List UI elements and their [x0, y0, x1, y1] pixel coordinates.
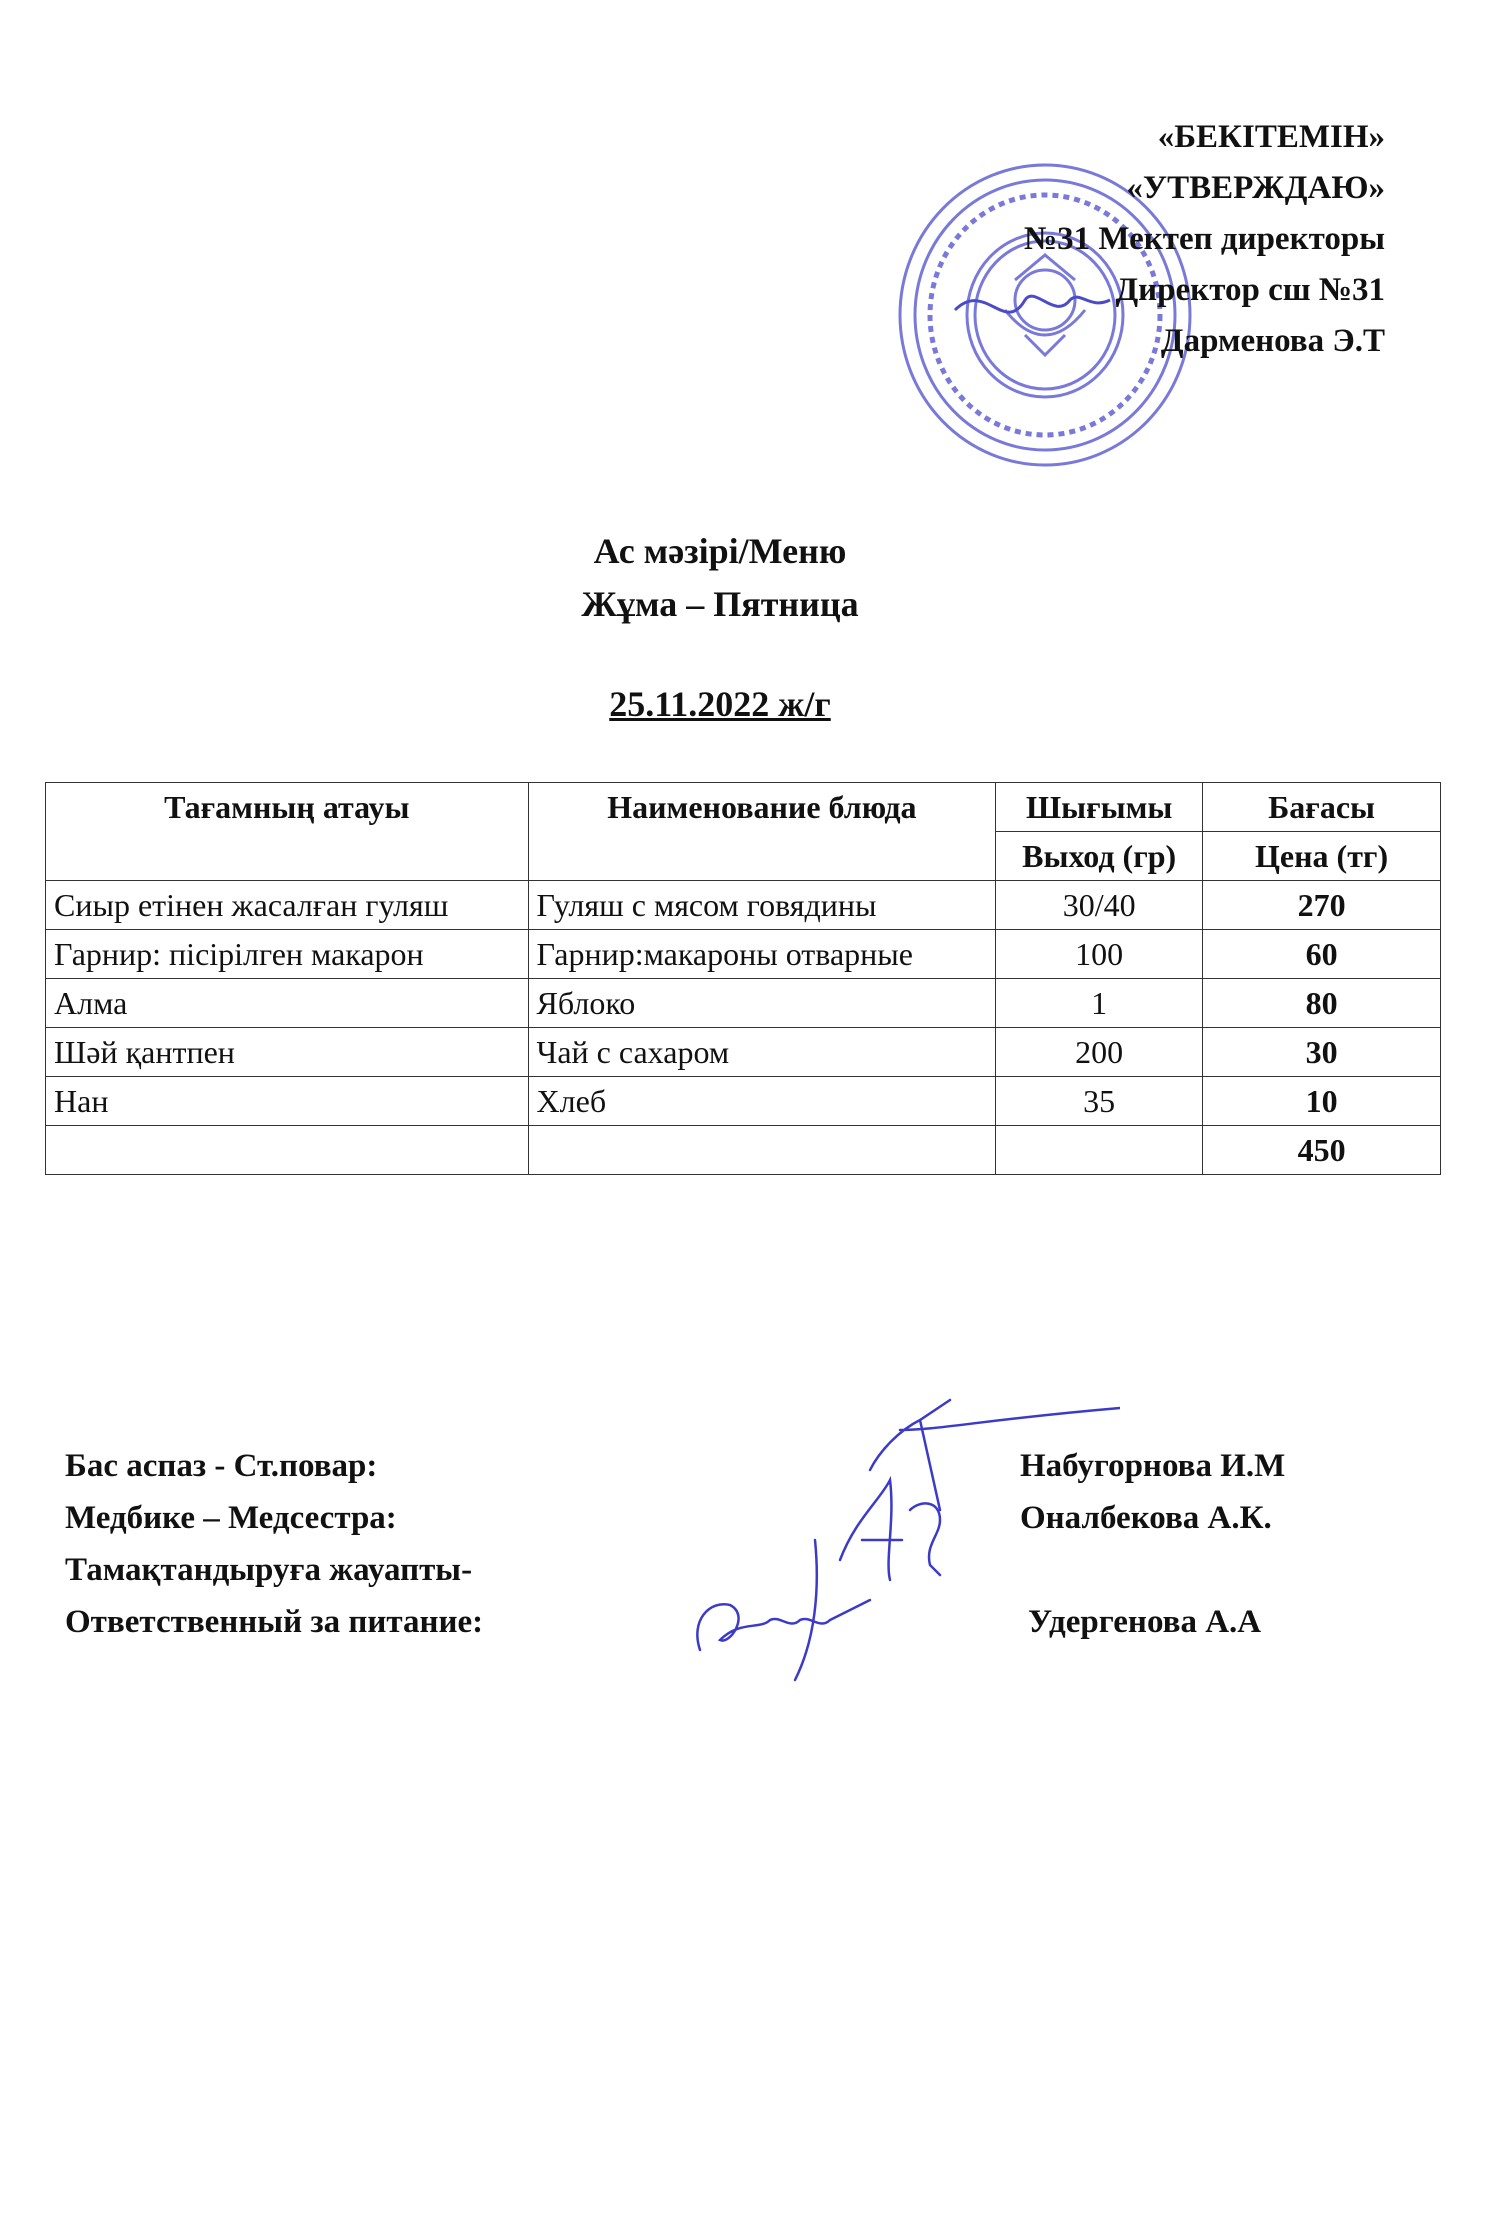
dish-yield: 200	[996, 1028, 1203, 1077]
menu-date: 25.11.2022 ж/г	[609, 684, 831, 724]
nurse-name: Оналбекова А.К.	[1020, 1500, 1272, 1536]
dish-price: 10	[1203, 1077, 1441, 1126]
approval-block	[1024, 112, 1385, 367]
dish-name-kz: Алма	[46, 979, 529, 1028]
dish-name-ru: Гарнир:макароны отварные	[528, 930, 996, 979]
total-price: 450	[1203, 1126, 1441, 1175]
dish-yield: 100	[996, 930, 1203, 979]
dish-name-ru: Яблоко	[528, 979, 996, 1028]
responsible-name: Удергенова А.А	[1028, 1604, 1262, 1640]
dish-name-kz: Сиыр етінен жасалған гуляш	[46, 881, 529, 930]
dish-name-kz: Гарнир: пісірілген макарон	[46, 930, 529, 979]
total-empty-cell	[996, 1126, 1203, 1175]
handwritten-signature-icon	[640, 1390, 1120, 1690]
approval-line-ru: «УТВЕРЖДАЮ»	[1126, 170, 1385, 206]
dish-name-kz: Нан	[46, 1077, 529, 1126]
responsible-role-kz: Тамақтандыруға жауапты-	[65, 1552, 473, 1588]
dish-price: 60	[1203, 930, 1441, 979]
dish-price: 270	[1203, 881, 1441, 930]
menu-day: Жұма – Пятница	[581, 584, 859, 624]
table-row	[46, 1077, 1441, 1126]
nurse-role: Медбике – Медсестра:	[65, 1500, 397, 1536]
dish-name-ru: Хлеб	[528, 1077, 996, 1126]
director-title-kz: №31 Мектеп директоры	[1023, 221, 1385, 257]
header-name-kz: Тағамның атауы	[46, 783, 529, 881]
dish-name-ru: Чай с сахаром	[528, 1028, 996, 1077]
menu-table	[45, 782, 1441, 1175]
dish-yield: 35	[996, 1077, 1203, 1126]
table-header-row	[46, 783, 1441, 832]
dish-name-kz: Шәй қантпен	[46, 1028, 529, 1077]
header-yield-kz: Шығымы	[996, 783, 1203, 832]
table-total-row	[46, 1126, 1441, 1175]
header-price-kz: Бағасы	[1203, 783, 1441, 832]
dish-yield: 30/40	[996, 881, 1203, 930]
chef-name: Набугорнова И.М	[1020, 1448, 1286, 1484]
header-yield-ru: Выход (гр)	[996, 832, 1203, 881]
chef-role: Бас аспаз - Ст.повар:	[65, 1448, 378, 1484]
table-row	[46, 1028, 1441, 1077]
total-empty-cell	[528, 1126, 996, 1175]
approval-line-kz: «БЕКІТЕМІН»	[1157, 119, 1385, 155]
director-title-ru: Директор сш №31	[1115, 272, 1385, 308]
dish-name-ru: Гуляш с мясом говядины	[528, 881, 996, 930]
header-price-ru: Цена (тг)	[1203, 832, 1441, 881]
menu-title: Ас мәзірі/Меню	[593, 531, 847, 571]
table-row	[46, 881, 1441, 930]
dish-price: 30	[1203, 1028, 1441, 1077]
table-row	[46, 930, 1441, 979]
total-empty-cell	[46, 1126, 529, 1175]
header-name-ru: Наименование блюда	[528, 783, 996, 881]
table-row	[46, 979, 1441, 1028]
dish-price: 80	[1203, 979, 1441, 1028]
dish-yield: 1	[996, 979, 1203, 1028]
director-name: Дарменова Э.Т	[1160, 323, 1385, 359]
responsible-role-ru: Ответственный за питание:	[65, 1604, 484, 1640]
signature-roles	[65, 1440, 483, 1648]
